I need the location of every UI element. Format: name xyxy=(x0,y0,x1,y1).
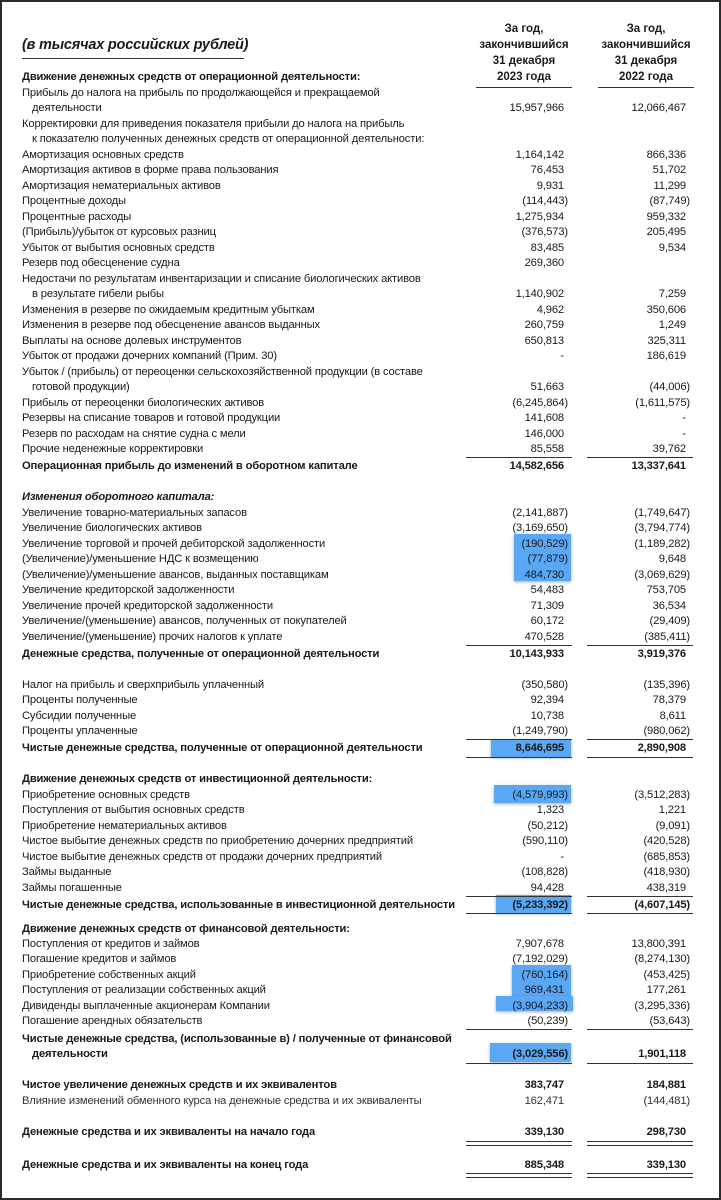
units-underline xyxy=(22,58,244,59)
subtotal-row: Операционная прибыль до изменений в оборотном капитале 14,582,656 13,337,641 xyxy=(22,460,686,472)
table-row: Увеличение биологических активов (3,169,650) (3,794,774) xyxy=(22,522,690,534)
table-row: Корректировки для приведения показателя прибыли до налога на прибыль xyxy=(22,118,405,130)
table-row: Чистое выбытие денежных средств по приобретению дочерних предприятий (590,110) (420,528) xyxy=(22,835,690,847)
section-title-working-capital: Изменения оборотного капитала: xyxy=(22,491,215,503)
total-underline xyxy=(587,913,693,914)
subtotal-line xyxy=(587,645,693,646)
table-row: Налог на прибыль и сверхприбыль уплаченный (350,580) (135,396) xyxy=(22,679,690,691)
fx-effect-row: Влияние изменений обменного курса на денежные средства и их эквиваленты 162,471 (144,481) xyxy=(22,1095,690,1107)
table-row: Резервы на списание товаров и готовой продукции 141,608 - xyxy=(22,412,686,424)
table-row: к показателю полученных денежных средств от операционной деятельности: xyxy=(32,133,425,145)
section-title-financing: Движение денежных средств от финансовой деятельности: xyxy=(22,923,350,935)
double-underline xyxy=(466,1141,572,1146)
total-row: деятельности (3,029,556) 1,901,118 xyxy=(32,1048,686,1060)
table-row: Увеличение/(уменьшение) прочих налогов к уплате 470,528 (385,411) xyxy=(22,631,690,643)
table-row: в результате гибели рыбы 1,140,902 7,259 xyxy=(32,288,686,300)
net-increase-row: Чистое увеличение денежных средств и их эквивалентов 383,747 184,881 xyxy=(22,1079,686,1091)
subtotal-line xyxy=(466,896,572,897)
table-row: Процентные доходы (114,443) (87,749) xyxy=(22,195,690,207)
col-2023-line4: 2023 года xyxy=(497,71,551,83)
table-row: Приобретение нематериальных активов (50,212) (9,091) xyxy=(22,820,690,832)
table-row: Увеличение/(уменьшение) авансов, полученных от покупателей 60,172 (29,409) xyxy=(22,615,690,627)
table-row: Приобретение собственных акций (760,164) (453,425) xyxy=(22,969,690,981)
subtotal-row: Денежные средства, полученные от операционной деятельности 10,143,933 3,919,376 xyxy=(22,648,686,660)
subtotal-line xyxy=(466,1029,572,1030)
table-row: Увеличение товарно-материальных запасов (2,141,887) (1,749,647) xyxy=(22,507,690,519)
table-row: (Увеличение)/уменьшение НДС к возмещению (77,879) 9,648 xyxy=(22,553,686,565)
table-row: Амортизация активов в форме права пользования 76,453 51,702 xyxy=(22,164,686,176)
table-row: Убыток / (прибыль) от переоценки сельскохозяйственной продукции (в составе xyxy=(22,366,423,378)
col-2022-line1: За год, xyxy=(626,23,666,35)
double-underline xyxy=(587,1141,693,1146)
col-2023-line1: За год, xyxy=(504,23,544,35)
table-row: Увеличение торговой и прочей дебиторской задолженности (190,529) (1,189,282) xyxy=(22,538,690,550)
table-row: Займы выданные (108,828) (418,930) xyxy=(22,866,690,878)
table-row: Субсидии полученные 10,738 8,611 xyxy=(22,710,686,722)
col-2023-line3: 31 декабря xyxy=(492,55,556,67)
table-row: Займы погашенные 94,428 438,319 xyxy=(22,882,686,894)
table-row: Амортизация основных средств 1,164,142 866,336 xyxy=(22,149,686,161)
table-row: Приобретение основных средств (4,579,993) (3,512,283) xyxy=(22,789,690,801)
table-row: Амортизация нематериальных активов 9,931 11,299 xyxy=(22,180,686,192)
total-underline xyxy=(466,757,572,758)
table-row: Проценты полученные 92,394 78,379 xyxy=(22,694,686,706)
subtotal-line xyxy=(587,739,693,740)
table-row: Поступления от реализации собственных акций 969,431 177,261 xyxy=(22,984,686,996)
units-caption: (в тысячах российских рублей) xyxy=(22,37,249,53)
section-title-investing: Движение денежных средств от инвестиционной деятельности: xyxy=(22,773,373,785)
col-2022-line2: закончившийся xyxy=(601,39,691,51)
subtotal-line xyxy=(466,739,572,740)
total-underline xyxy=(466,1063,572,1064)
table-row: Убыток от выбытия основных средств 83,485 9,534 xyxy=(22,242,686,254)
table-row: Поступления от выбытия основных средств 1,323 1,221 xyxy=(22,804,686,816)
cash-flow-statement xyxy=(2,2,719,1198)
table-row: Изменения в резерве под обесценение авансов выданных 260,759 1,249 xyxy=(22,319,686,331)
table-row: Прибыль до налога на прибыль по продолжающейся и прекращаемой xyxy=(22,87,380,99)
table-row: Прибыль от переоценки биологических активов (6,245,864) (1,611,575) xyxy=(22,397,690,409)
table-row: Изменения в резерве по ожидаемым кредитным убыткам 4,962 350,606 xyxy=(22,304,686,316)
beginning-cash-row: Денежные средства и их эквиваленты на начало года 339,130 298,730 xyxy=(22,1126,686,1138)
table-row: Резерв по расходам на снятие судна с мели 146,000 - xyxy=(22,428,686,440)
col-2023-line2: закончившийся xyxy=(479,39,569,51)
total-underline xyxy=(587,757,693,758)
table-row: Дивиденды выплаченные акционерам Компании (3,904,233) (3,295,336) xyxy=(22,1000,690,1012)
table-row: Выплаты на основе долевых инструментов 650,813 325,311 xyxy=(22,335,686,347)
table-row: Прочие неденежные корректировки 85,558 39,762 xyxy=(22,443,686,455)
ending-cash-row: Денежные средства и их эквиваленты на конец года 885,348 339,130 xyxy=(22,1159,686,1171)
table-row: (Увеличение)/уменьшение авансов, выданных поставщикам 484,730 (3,069,629) xyxy=(22,569,690,581)
table-row: деятельности 15,957,966 12,066,467 xyxy=(32,102,686,114)
table-row: готовой продукции) 51,663 (44,006) xyxy=(32,381,690,393)
table-row: Увеличение кредиторской задолженности 54,483 753,705 xyxy=(22,584,686,596)
table-row: Поступления от кредитов и займов 7,907,678 13,800,391 xyxy=(22,938,686,950)
total-underline xyxy=(466,913,572,914)
section-title-operating: Движение денежных средств от операционной деятельности: xyxy=(22,71,361,83)
total-row: Чистые денежные средства, полученные от операционной деятельности 8,646,695 2,890,908 xyxy=(22,742,686,754)
double-underline xyxy=(587,1173,693,1178)
table-row: Недостачи по результатам инвентаризации и списание биологических активов xyxy=(22,273,421,285)
subtotal-line xyxy=(587,1029,693,1030)
total-underline xyxy=(587,1063,693,1064)
total-row: Чистые денежные средства, использованные в инвестиционной деятельности (5,233,392) (4,607,145) xyxy=(22,899,690,911)
table-row: (Прибыль)/убыток от курсовых разниц (376,573) 205,495 xyxy=(22,226,686,238)
table-row: Чистое выбытие денежных средств от продажи дочерних предприятий - (685,853) xyxy=(22,851,690,863)
subtotal-line xyxy=(587,457,693,458)
subtotal-line xyxy=(466,645,572,646)
col-2022-line3: 31 декабря xyxy=(614,55,678,67)
table-row: Процентные расходы 1,275,934 959,332 xyxy=(22,211,686,223)
table-row: Убыток от продажи дочерних компаний (Прим. 30) - 186,619 xyxy=(22,350,686,362)
total-row: Чистые денежные средства, (использованные в) / полученные от финансовой xyxy=(22,1033,452,1045)
table-row: Резерв под обесценение судна 269,360 xyxy=(22,257,564,269)
table-row: Проценты уплаченные (1,249,790) (980,062) xyxy=(22,725,690,737)
subtotal-line xyxy=(466,457,572,458)
table-row: Погашение арендных обязательств (50,239) (53,643) xyxy=(22,1015,690,1027)
table-row: Погашение кредитов и займов (7,192,029) (8,274,130) xyxy=(22,953,690,965)
col-2022-line4: 2022 года xyxy=(619,71,673,83)
double-underline xyxy=(466,1173,572,1178)
subtotal-line xyxy=(587,896,693,897)
table-row: Увеличение прочей кредиторской задолженности 71,309 36,534 xyxy=(22,600,686,612)
